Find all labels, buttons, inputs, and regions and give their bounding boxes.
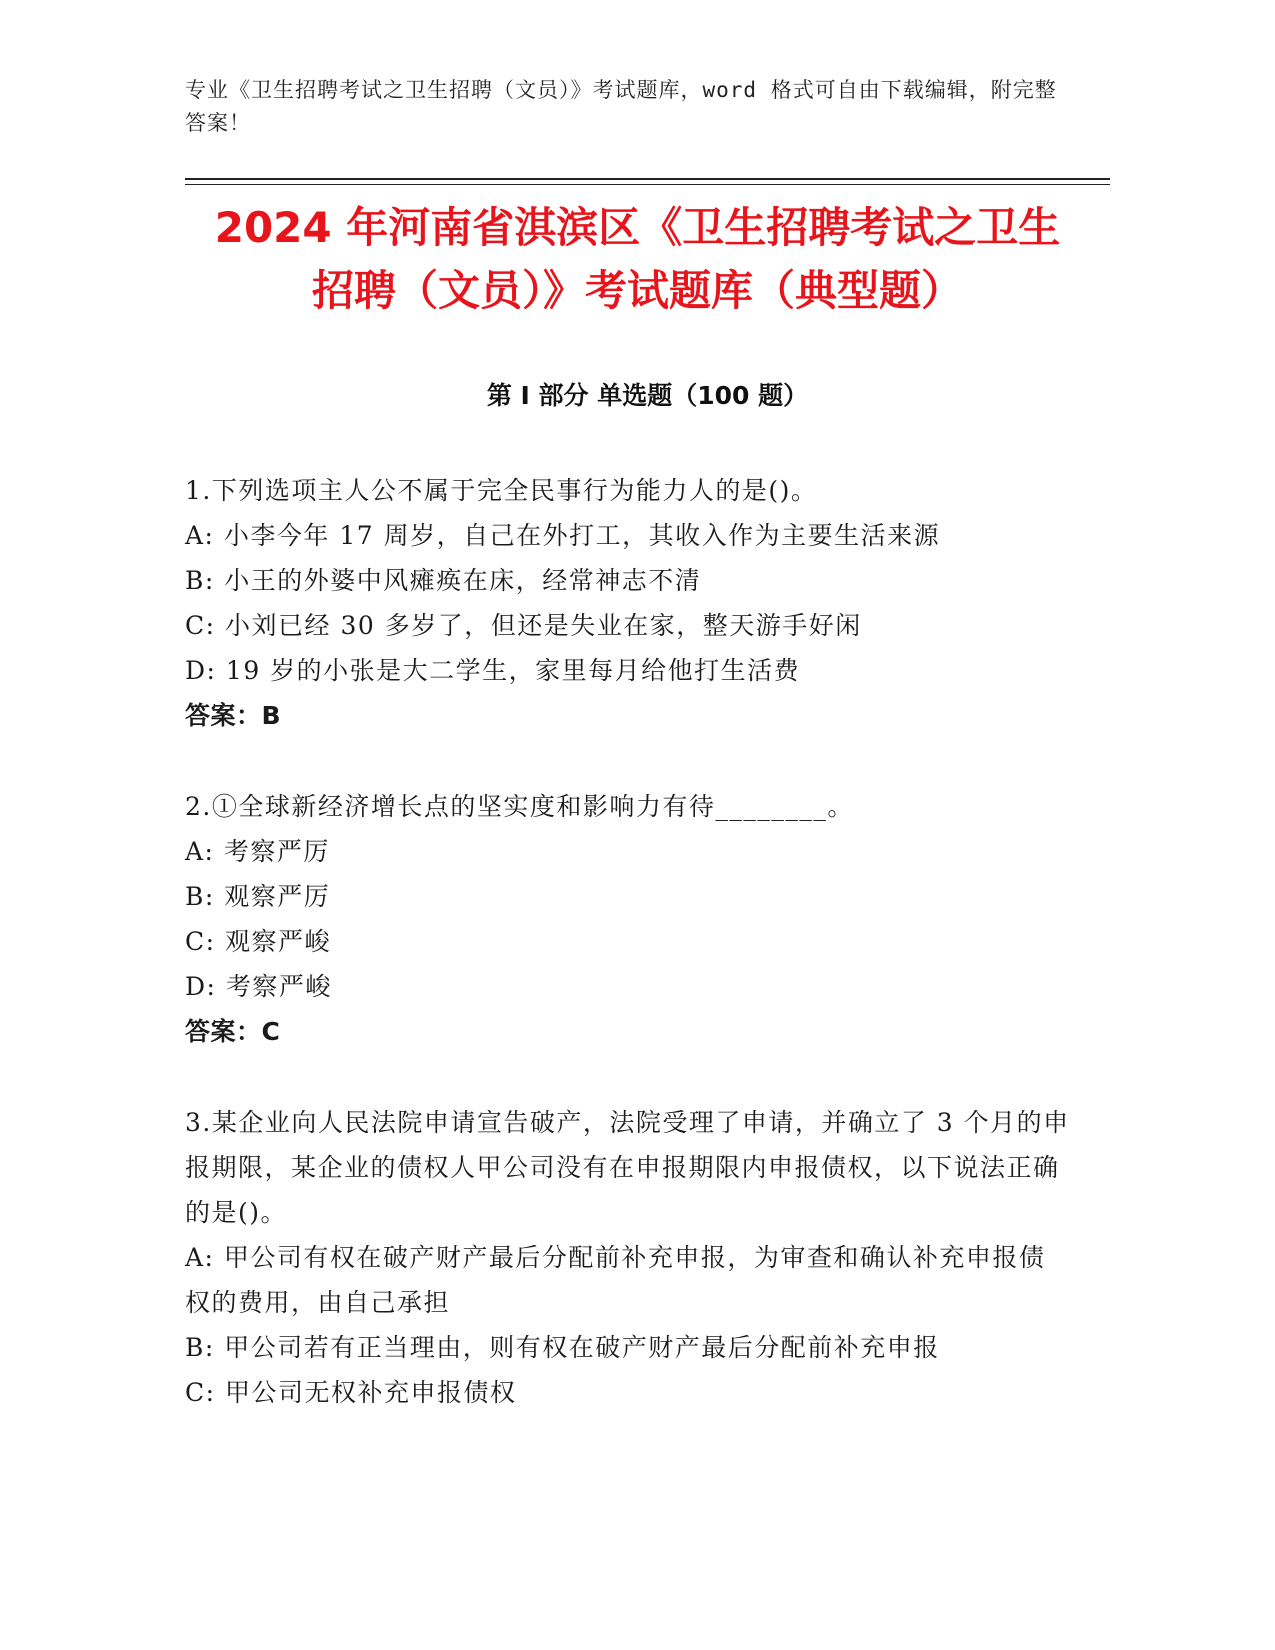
question-spacer [185, 738, 1070, 784]
option-c: C: 小刘已经 30 多岁了，但还是失业在家，整天游手好闲 [185, 611, 862, 640]
option-a: A: 考察严厉 [185, 837, 330, 866]
question-list [185, 468, 1070, 1415]
question-spacer [185, 1054, 1070, 1100]
answer: 答案：B [185, 701, 282, 730]
option-d: D: 19 岁的小张是大二学生，家里每月给他打生活费 [185, 656, 801, 685]
question-text: 1.下列选项主人公不属于完全民事行为能力人的是()。 [185, 476, 818, 505]
document-title [150, 196, 1125, 322]
question-1 [185, 468, 1070, 738]
question-text: 2.①全球新经济增长点的坚实度和影响力有待________。 [185, 792, 854, 821]
option-b: B: 甲公司若有正当理由，则有权在破产财产最后分配前补充申报 [185, 1333, 940, 1362]
option-b: B: 小王的外婆中风瘫痪在床，经常神志不清 [185, 566, 702, 595]
option-a: A: 甲公司有权在破产财产最后分配前补充申报，为审查和确认补充申报债权的费用，由自己承担 [185, 1243, 1046, 1317]
option-d: D: 考察严峻 [185, 972, 332, 1001]
document-title-line-1: 2024 年河南省淇滨区《卫生招聘考试之卫生 [214, 203, 1061, 252]
header-rule-thick [185, 178, 1110, 180]
section-title: 第 I 部分 单选题（100 题） [486, 381, 809, 410]
question-text: 3.某企业向人民法院申请宣告破产，法院受理了申请，并确立了 3 个月的申报期限，某企业的债权人甲公司没有在申报期限内申报债权，以下说法正确的是()。 [185, 1108, 1070, 1227]
question-2 [185, 784, 1070, 1054]
option-c: C: 甲公司无权补充申报债权 [185, 1378, 517, 1407]
header-rule-thin [185, 184, 1110, 185]
option-b: B: 观察严厉 [185, 882, 331, 911]
option-c: C: 观察严峻 [185, 927, 331, 956]
header-note: 专业《卫生招聘考试之卫生招聘（文员）》考试题库，word 格式可自由下载编辑，附完整答案！ [185, 78, 1057, 135]
option-a: A: 小李今年 17 周岁，自己在外打工，其收入作为主要生活来源 [185, 521, 941, 550]
question-3 [185, 1100, 1070, 1415]
document-title-line-2: 招聘（文员）》考试题库（典型题） [311, 266, 963, 315]
answer: 答案：C [185, 1017, 281, 1046]
